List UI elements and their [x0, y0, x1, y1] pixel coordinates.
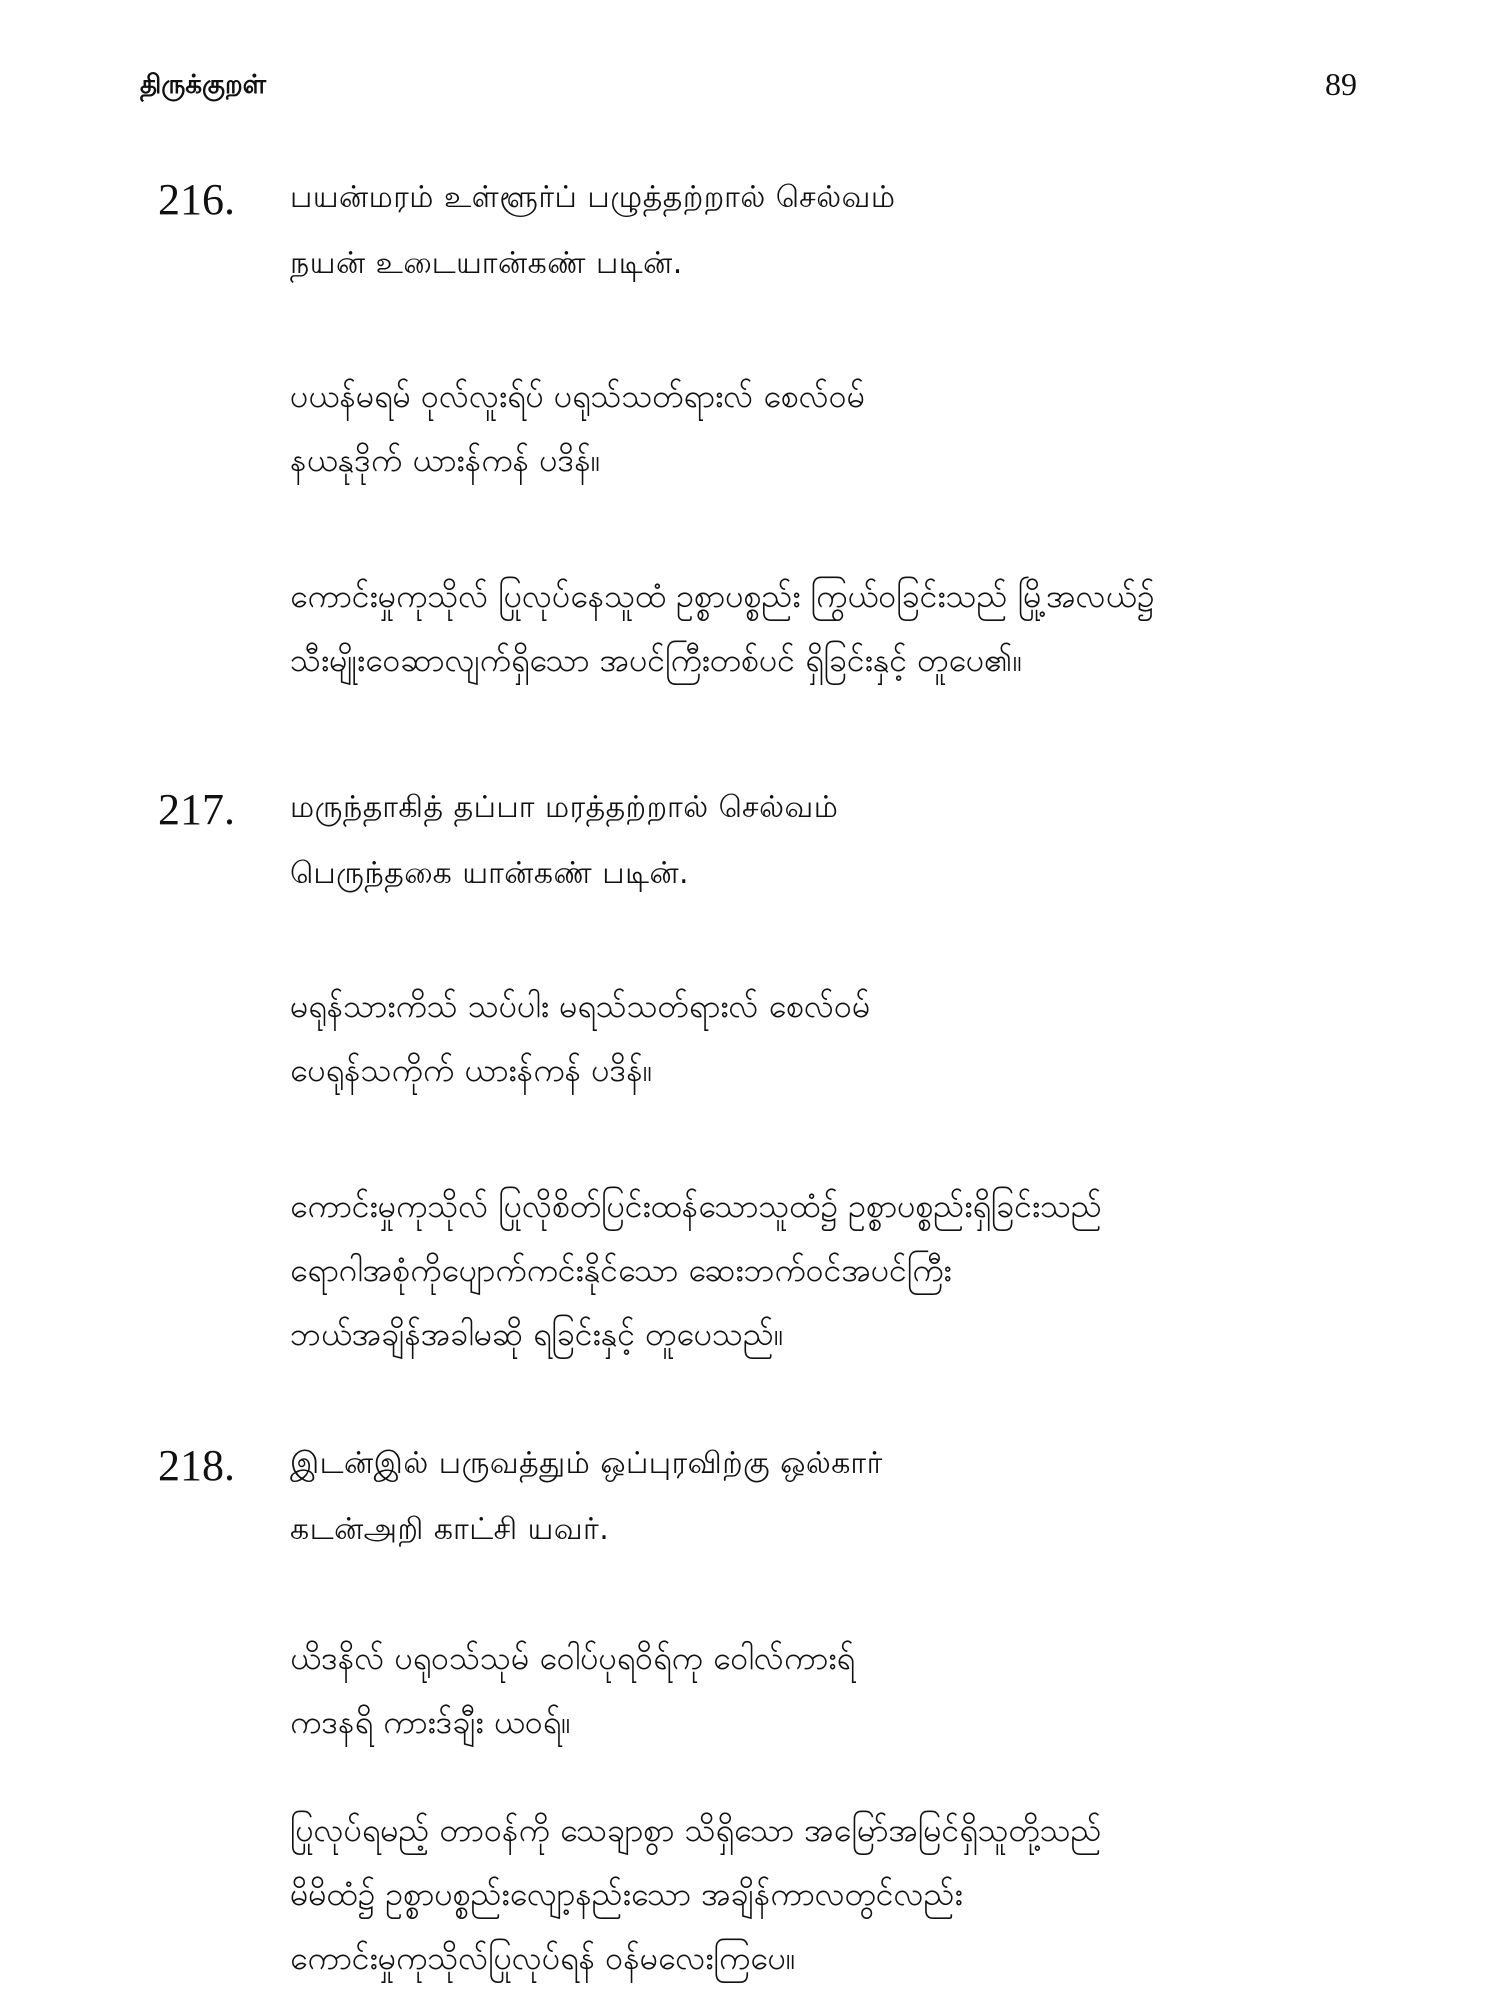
kural-number: 216.	[158, 175, 235, 224]
kural-number: 217.	[158, 785, 235, 834]
transliteration-line: မရုန်သားကိသ် သပ်ပါး မရသ်သတ်ရားလ် စေလ်ဝမ်	[290, 987, 871, 1025]
meaning-line: သီးမျိုးဝေဆာလျက်ရှိသော အပင်ကြီးတစ်ပင် ရှိခြင်းနှင့် တူပေ၏။	[290, 641, 1023, 679]
meaning-line: ဘယ်အချိန်အခါမဆို ရခြင်းနှင့် တူပေသည်။	[290, 1315, 784, 1353]
meaning-line: ရောဂါအစုံကိုပျောက်ကင်းနိုင်သော ဆေးဘက်ဝင်အပင်ကြီး	[290, 1251, 952, 1289]
tamil-verse-line: மருந்தாகித் தப்பா மரத்தற்றால் செல்வம்	[290, 790, 839, 825]
meaning-line: ကောင်းမှုကုသိုလ် ပြုလိုစိတ်ပြင်းထန်သောသူထံ၌ ဥစ္စာပစ္စည်းရှိခြင်းသည်	[290, 1187, 1102, 1225]
transliteration-line: ယိဒနိလ် ပရုဝသ်သုမ် ဝေါပ်ပုရဝိရ်ကု ဝေါလ်ကားရ်	[290, 1639, 855, 1677]
tamil-verse-line: பெருந்தகை யான்கண் படின்.	[290, 856, 690, 891]
meaning-line: ကောင်းမှုကုသိုလ်ပြုလုပ်ရန် ဝန်မလေးကြပေ။	[290, 1939, 796, 1977]
page-number: 89	[1325, 66, 1357, 102]
tamil-verse-line: இடன்இல் பருவத்தும் ஒப்புரவிற்கு ஒல்கார்	[290, 1446, 883, 1481]
meaning-line: ကောင်းမှုကုသိုလ် ပြုလုပ်နေသူထံ ဥစ္စာပစ္စည်း ကြွယ်ဝခြင်းသည် မြို့အလယ်၌	[290, 577, 1155, 615]
meaning-block	[290, 1174, 1370, 1366]
transliteration-block	[290, 364, 1370, 492]
transliteration-line: ကဒနရိ ကားဒ်ချီး ယဝရ်။	[290, 1703, 571, 1741]
transliteration-line: နယနုဒိုက် ယားန်ကန် ပဒိန်။	[290, 441, 601, 479]
transliteration-line: ပယန်မရမ် ဝုလ်လူးရ်ပ် ပရုသ်သတ်ရားလ် စေလ်ဝမ်	[290, 377, 865, 415]
kural-number: 218.	[158, 1441, 235, 1490]
tamil-verse-line: நயன் உடையான்கண் படின்.	[290, 246, 683, 281]
running-header-title: திருக்குறள்	[140, 70, 267, 100]
tamil-verse-line: கடன்அறி காட்சி யவர்.	[290, 1512, 610, 1547]
meaning-line: ပြုလုပ်ရမည့် တာဝန်ကို သေချာစွာ သိရှိသော အမြော်အမြင်ရှိသူတို့သည်	[290, 1811, 1102, 1849]
meaning-line: မိမိထံ၌ ဥစ္စာပစ္စည်းလျော့နည်းသော အချိန်ကာလတွင်လည်း	[290, 1875, 963, 1913]
transliteration-block	[290, 1626, 1370, 1754]
tamil-verse-line: பயன்மரம் உள்ளூர்ப் பழுத்தற்றால் செல்வம்	[290, 180, 896, 215]
transliteration-line: ပေရုန်သကိုက် ယားန်ကန် ပဒိန်။	[290, 1051, 653, 1089]
meaning-block	[290, 1798, 1370, 1990]
meaning-block	[290, 564, 1370, 692]
transliteration-block	[290, 974, 1370, 1102]
